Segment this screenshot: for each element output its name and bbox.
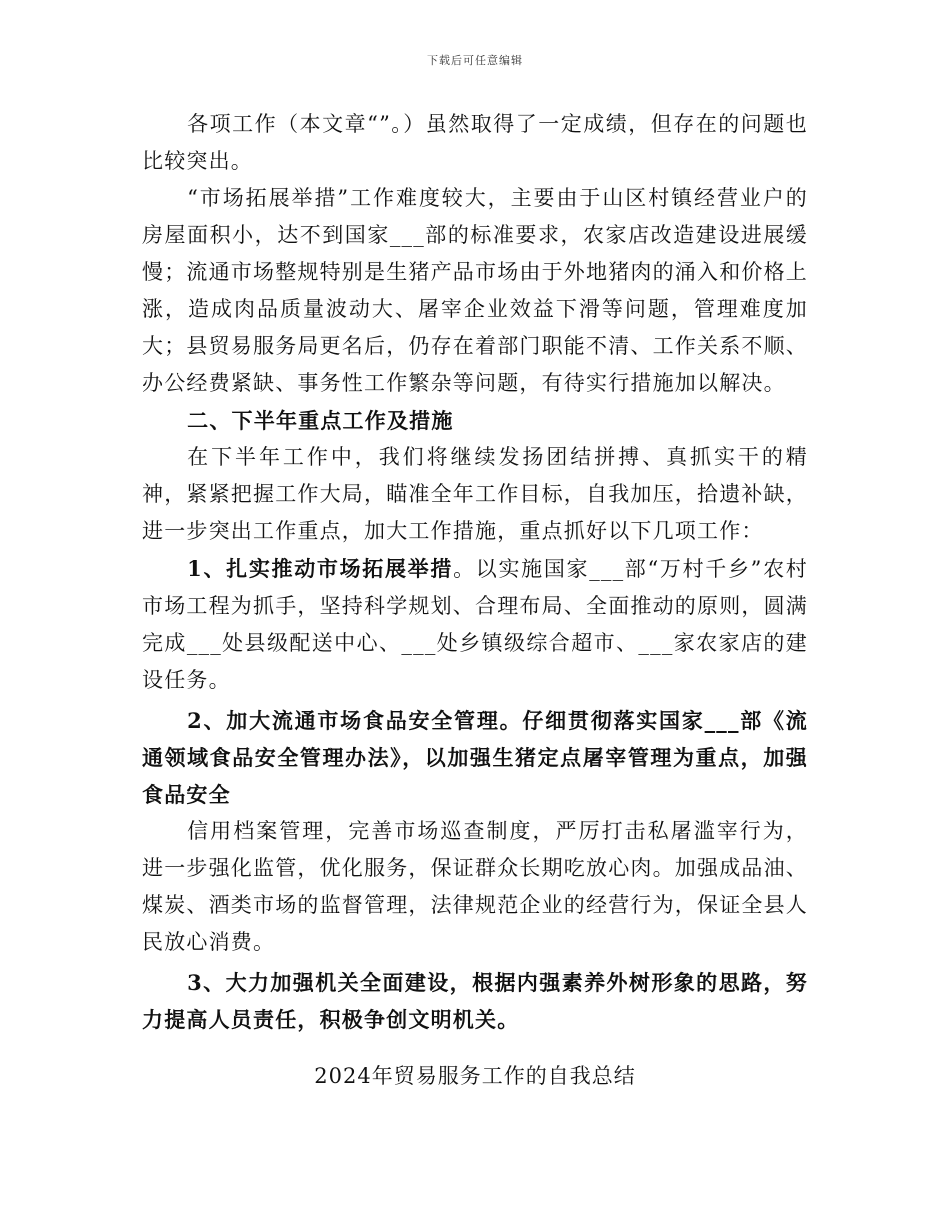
item-2: 2、加大流通市场食品安全管理。仔细贯彻落实国家___部《流通领域食品安全管理办法》，以加强生猪定点屠宰管理为重点，加强食品安全 xyxy=(142,708,808,807)
item-1 xyxy=(142,550,808,699)
page-header: 下载后可任意编辑 xyxy=(427,54,523,67)
item-1-text: 。以实施国家___部“万村千乡”农村市场工程为抓手，坚持科学规划、合理布局、全面推动的原则，圆满完成___处县级配送中心、___处乡镇级综合超市、___家农家店的建设任务。 xyxy=(142,557,809,692)
paragraph-3: 在下半年工作中，我们将继续发扬团结拼搏、真抓实干的精神，紧紧把握工作大局，瞄准全年工作目标，自我加压，拾遗补缺，进一步突出工作重点，加大工作措施，重点抓好以下几项工作： xyxy=(142,445,808,543)
document-body xyxy=(142,106,808,1090)
item-1-title: 1、扎实推动市场拓展举措 xyxy=(187,556,454,581)
item-3: 3、大力加强机关全面建设，根据内强素养外树形象的思路，努力提高人员责任，积极争创文明机关。 xyxy=(142,970,808,1032)
document-title: 2024年贸易服务工作的自我总结 xyxy=(314,1064,636,1088)
section-heading: 二、下半年重点工作及措施 xyxy=(187,408,454,433)
paragraph-4: 信用档案管理，完善市场巡查制度，严厉打击私屠滥宰行为，进一步强化监管，优化服务，保证群众长期吃放心肉。加强成品油、煤炭、酒类市场的监督管理，法律规范企业的经营行为，保证全县人民放心消费。 xyxy=(142,819,808,954)
paragraph-2: “市场拓展举措”工作难度较大，主要由于山区村镇经营业户的房屋面积小，达不到国家___部的标准要求，农家店改造建设进展缓慢；流通市场整规特别是生猪产品市场由于外地猪肉的涌入和价格上涨，造成肉品质量波动大、屠宰企业效益下滑等问题，管理难度加大；县贸易服务局更名后，仍存在着部门职能不清、工作关系不顺、办公经费紧缺、事务性工作繁杂等问题，有待实行措施加以解决。 xyxy=(142,186,808,395)
paragraph-1: 各项工作（本文章“”。）虽然取得了一定成绩，但存在的问题也比较突出。 xyxy=(142,112,808,173)
